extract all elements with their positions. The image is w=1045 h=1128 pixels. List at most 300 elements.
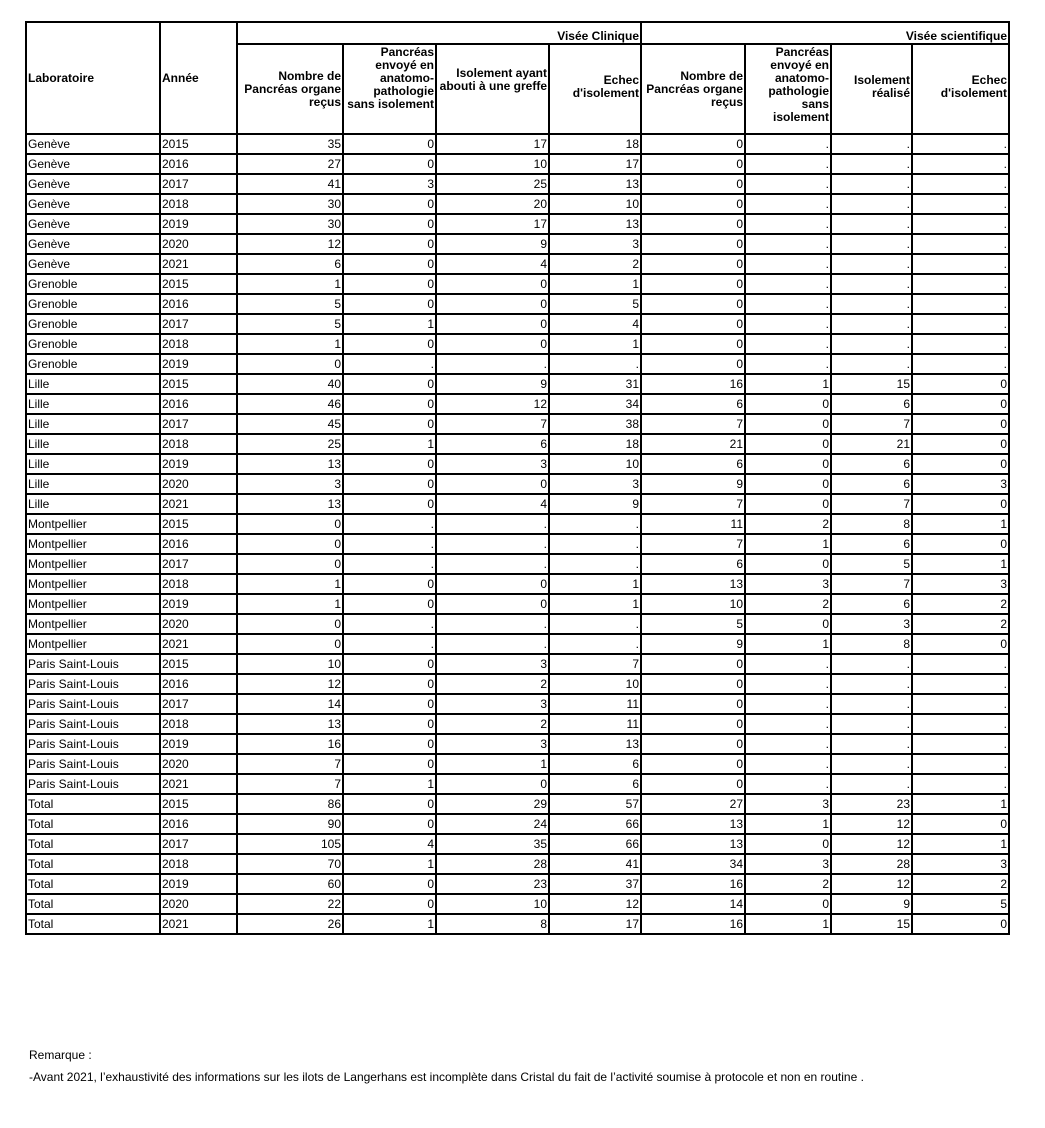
table-cell: 3 bbox=[912, 474, 1009, 494]
table-cell: 66 bbox=[549, 814, 641, 834]
table-cell: 2017 bbox=[160, 414, 237, 434]
table-cell: 2016 bbox=[160, 674, 237, 694]
table-cell: Grenoble bbox=[26, 294, 160, 314]
table-cell: . bbox=[343, 354, 436, 374]
table-cell: Paris Saint-Louis bbox=[26, 654, 160, 674]
table-cell: 7 bbox=[237, 774, 343, 794]
table-cell: Total bbox=[26, 914, 160, 934]
table-row bbox=[26, 774, 1009, 794]
table-cell: . bbox=[831, 294, 912, 314]
table-row bbox=[26, 374, 1009, 394]
table-cell: 2020 bbox=[160, 474, 237, 494]
table-cell: 2 bbox=[912, 874, 1009, 894]
table-cell: 0 bbox=[343, 154, 436, 174]
remark-title: Remarque : bbox=[29, 1048, 92, 1062]
table-cell: 13 bbox=[641, 574, 745, 594]
table-cell: 2 bbox=[745, 594, 831, 614]
data-table bbox=[25, 21, 1010, 935]
table-cell: 0 bbox=[641, 754, 745, 774]
table-cell: 0 bbox=[343, 674, 436, 694]
table-cell: 15 bbox=[831, 374, 912, 394]
table-cell: Grenoble bbox=[26, 354, 160, 374]
table-cell: . bbox=[436, 554, 549, 574]
table-cell: 21 bbox=[831, 434, 912, 454]
table-cell: 3 bbox=[549, 474, 641, 494]
table-cell: . bbox=[912, 334, 1009, 354]
table-cell: 2018 bbox=[160, 574, 237, 594]
table-cell: 0 bbox=[641, 674, 745, 694]
table-row bbox=[26, 194, 1009, 214]
table-cell: 1 bbox=[237, 334, 343, 354]
table-cell: 12 bbox=[831, 814, 912, 834]
table-cell: 2019 bbox=[160, 874, 237, 894]
table-cell: 10 bbox=[237, 654, 343, 674]
header-group-clinique: Visée Clinique bbox=[237, 22, 641, 44]
table-cell: . bbox=[912, 294, 1009, 314]
table-cell: 17 bbox=[436, 134, 549, 154]
table-cell: 2021 bbox=[160, 774, 237, 794]
table-cell: 1 bbox=[549, 334, 641, 354]
table-cell: 7 bbox=[831, 574, 912, 594]
table-cell: . bbox=[831, 754, 912, 774]
table-body bbox=[26, 134, 1009, 934]
table-cell: . bbox=[745, 294, 831, 314]
table-cell: 0 bbox=[237, 534, 343, 554]
table-cell: 0 bbox=[641, 254, 745, 274]
table-cell: 3 bbox=[745, 854, 831, 874]
header-annee: Année bbox=[160, 22, 237, 134]
table-cell: . bbox=[912, 174, 1009, 194]
table-cell: . bbox=[912, 154, 1009, 174]
table-cell: Total bbox=[26, 834, 160, 854]
table-cell: . bbox=[745, 754, 831, 774]
table-cell: . bbox=[831, 194, 912, 214]
table-cell: . bbox=[745, 254, 831, 274]
table-cell: 0 bbox=[436, 594, 549, 614]
table-cell: 17 bbox=[549, 154, 641, 174]
table-cell: 0 bbox=[641, 234, 745, 254]
table-cell: 1 bbox=[549, 274, 641, 294]
table-cell: 2018 bbox=[160, 334, 237, 354]
header-scientifique-anapath: Pancréas envoyé en anatomo-pathologie sans isolement bbox=[745, 44, 831, 134]
table-cell: 0 bbox=[745, 454, 831, 474]
table-cell: . bbox=[745, 714, 831, 734]
table-cell: 6 bbox=[831, 454, 912, 474]
table-cell: Montpellier bbox=[26, 514, 160, 534]
table-cell: 0 bbox=[343, 694, 436, 714]
table-cell: Paris Saint-Louis bbox=[26, 734, 160, 754]
table-cell: 0 bbox=[436, 574, 549, 594]
table-cell: 10 bbox=[549, 674, 641, 694]
table-cell: . bbox=[745, 274, 831, 294]
table-cell: 2015 bbox=[160, 514, 237, 534]
table-cell: Paris Saint-Louis bbox=[26, 694, 160, 714]
table-row bbox=[26, 154, 1009, 174]
table-cell: 10 bbox=[436, 894, 549, 914]
table-cell: 5 bbox=[641, 614, 745, 634]
table-cell: 0 bbox=[912, 434, 1009, 454]
table-cell: 12 bbox=[831, 834, 912, 854]
table-cell: 6 bbox=[641, 554, 745, 574]
table-cell: 0 bbox=[641, 154, 745, 174]
table-cell: . bbox=[436, 614, 549, 634]
header-scientifique-echec: Echec d'isolement bbox=[912, 44, 1009, 134]
table-cell: 0 bbox=[641, 654, 745, 674]
table-cell: 9 bbox=[436, 374, 549, 394]
table-cell: 0 bbox=[641, 334, 745, 354]
table-cell: 2 bbox=[745, 514, 831, 534]
table-row bbox=[26, 914, 1009, 934]
table-cell: 18 bbox=[549, 434, 641, 454]
table-row bbox=[26, 454, 1009, 474]
table-cell: 37 bbox=[549, 874, 641, 894]
table-row bbox=[26, 494, 1009, 514]
table-cell: 6 bbox=[237, 254, 343, 274]
table-cell: 0 bbox=[641, 694, 745, 714]
table-row bbox=[26, 634, 1009, 654]
table-cell: . bbox=[745, 174, 831, 194]
table-cell: . bbox=[343, 634, 436, 654]
table-cell: 3 bbox=[912, 574, 1009, 594]
table-cell: 9 bbox=[549, 494, 641, 514]
table-cell: 12 bbox=[549, 894, 641, 914]
table-cell: 2018 bbox=[160, 194, 237, 214]
table-cell: 7 bbox=[436, 414, 549, 434]
table-cell: 2 bbox=[549, 254, 641, 274]
table-cell: . bbox=[745, 694, 831, 714]
table-cell: 7 bbox=[549, 654, 641, 674]
table-cell: Montpellier bbox=[26, 534, 160, 554]
table-cell: 2016 bbox=[160, 154, 237, 174]
table-cell: 9 bbox=[831, 894, 912, 914]
table-cell: 0 bbox=[436, 294, 549, 314]
table-cell: 0 bbox=[343, 134, 436, 154]
table-cell: 2021 bbox=[160, 494, 237, 514]
table-cell: 60 bbox=[237, 874, 343, 894]
table-cell: 90 bbox=[237, 814, 343, 834]
table-cell: 6 bbox=[831, 534, 912, 554]
table-cell: . bbox=[912, 774, 1009, 794]
table-cell: 2019 bbox=[160, 734, 237, 754]
table-cell: 13 bbox=[237, 454, 343, 474]
table-cell: 2021 bbox=[160, 254, 237, 274]
table-cell: Lille bbox=[26, 394, 160, 414]
table-cell: . bbox=[343, 614, 436, 634]
table-cell: 86 bbox=[237, 794, 343, 814]
table-cell: 17 bbox=[549, 914, 641, 934]
table-cell: 0 bbox=[912, 454, 1009, 474]
table-cell: 0 bbox=[343, 654, 436, 674]
table-cell: 2015 bbox=[160, 134, 237, 154]
table-cell: . bbox=[912, 194, 1009, 214]
table-row bbox=[26, 874, 1009, 894]
table-cell: 0 bbox=[745, 834, 831, 854]
table-cell: 12 bbox=[237, 674, 343, 694]
table-cell: 2019 bbox=[160, 454, 237, 474]
table-cell: . bbox=[831, 274, 912, 294]
table-cell: 2019 bbox=[160, 214, 237, 234]
table-cell: 0 bbox=[436, 474, 549, 494]
table-cell: . bbox=[745, 774, 831, 794]
table-cell: 0 bbox=[641, 774, 745, 794]
table-cell: 20 bbox=[436, 194, 549, 214]
table-cell: 1 bbox=[912, 834, 1009, 854]
table-cell: 6 bbox=[549, 774, 641, 794]
table-cell: 6 bbox=[436, 434, 549, 454]
table-cell: 0 bbox=[237, 354, 343, 374]
table-row bbox=[26, 314, 1009, 334]
table-cell: 2015 bbox=[160, 654, 237, 674]
table-row bbox=[26, 834, 1009, 854]
table-cell: . bbox=[831, 214, 912, 234]
table-cell: . bbox=[745, 654, 831, 674]
table-cell: 0 bbox=[641, 354, 745, 374]
header-laboratoire: Laboratoire bbox=[26, 22, 160, 134]
table-cell: 0 bbox=[641, 134, 745, 154]
table-cell: 3 bbox=[745, 794, 831, 814]
table-cell: 0 bbox=[343, 254, 436, 274]
table-cell: 27 bbox=[237, 154, 343, 174]
table-cell: Montpellier bbox=[26, 614, 160, 634]
header-scientifique-isolement: Isolement réalisé bbox=[831, 44, 912, 134]
table-cell: 1 bbox=[745, 534, 831, 554]
table-cell: 0 bbox=[641, 294, 745, 314]
table-cell: Total bbox=[26, 794, 160, 814]
table-cell: . bbox=[549, 354, 641, 374]
table-cell: 14 bbox=[237, 694, 343, 714]
table-cell: 0 bbox=[912, 814, 1009, 834]
table-cell: 66 bbox=[549, 834, 641, 854]
table-cell: 46 bbox=[237, 394, 343, 414]
table-cell: 2020 bbox=[160, 614, 237, 634]
table-cell: 57 bbox=[549, 794, 641, 814]
table-row bbox=[26, 394, 1009, 414]
table-cell: 25 bbox=[436, 174, 549, 194]
table-cell: 1 bbox=[549, 594, 641, 614]
table-cell: 8 bbox=[436, 914, 549, 934]
table-cell: . bbox=[831, 734, 912, 754]
table-cell: 0 bbox=[912, 414, 1009, 434]
table-cell: . bbox=[549, 554, 641, 574]
table-cell: 0 bbox=[436, 314, 549, 334]
table-cell: 2021 bbox=[160, 914, 237, 934]
table-cell: 0 bbox=[912, 374, 1009, 394]
table-cell: Lille bbox=[26, 494, 160, 514]
table-cell: 1 bbox=[745, 634, 831, 654]
table-row bbox=[26, 894, 1009, 914]
table-cell: 2016 bbox=[160, 534, 237, 554]
table-cell: 10 bbox=[641, 594, 745, 614]
table-cell: 5 bbox=[237, 314, 343, 334]
table-cell: 3 bbox=[343, 174, 436, 194]
table-row bbox=[26, 794, 1009, 814]
table-cell: 8 bbox=[831, 634, 912, 654]
table-cell: 0 bbox=[912, 534, 1009, 554]
table-cell: . bbox=[912, 734, 1009, 754]
table-cell: . bbox=[912, 654, 1009, 674]
table-cell: Lille bbox=[26, 414, 160, 434]
table-row bbox=[26, 254, 1009, 274]
table-cell: 2017 bbox=[160, 174, 237, 194]
table-row bbox=[26, 514, 1009, 534]
table-cell: 3 bbox=[237, 474, 343, 494]
table-cell: . bbox=[831, 694, 912, 714]
table-cell: 2020 bbox=[160, 894, 237, 914]
table-cell: 5 bbox=[549, 294, 641, 314]
table-cell: 0 bbox=[343, 294, 436, 314]
table-cell: 2017 bbox=[160, 694, 237, 714]
table-cell: Total bbox=[26, 894, 160, 914]
table-cell: 0 bbox=[641, 174, 745, 194]
table-cell: 23 bbox=[436, 874, 549, 894]
table-cell: 41 bbox=[549, 854, 641, 874]
table-cell: Total bbox=[26, 874, 160, 894]
table-cell: 30 bbox=[237, 194, 343, 214]
table-cell: 38 bbox=[549, 414, 641, 434]
table-cell: 0 bbox=[343, 474, 436, 494]
table-cell: 2015 bbox=[160, 374, 237, 394]
table-cell: Paris Saint-Louis bbox=[26, 674, 160, 694]
table-cell: 11 bbox=[549, 714, 641, 734]
table-row bbox=[26, 214, 1009, 234]
header-scientifique-recus: Nombre de Pancréas organe reçus bbox=[641, 44, 745, 134]
table-cell: 0 bbox=[343, 714, 436, 734]
table-cell: 12 bbox=[237, 234, 343, 254]
table-cell: 6 bbox=[641, 394, 745, 414]
table-cell: . bbox=[745, 134, 831, 154]
table-cell: 0 bbox=[343, 454, 436, 474]
table-cell: . bbox=[831, 714, 912, 734]
table-cell: . bbox=[831, 774, 912, 794]
table-cell: Paris Saint-Louis bbox=[26, 774, 160, 794]
table-cell: 24 bbox=[436, 814, 549, 834]
table-cell: 40 bbox=[237, 374, 343, 394]
table-cell: 9 bbox=[641, 474, 745, 494]
table-cell: . bbox=[912, 694, 1009, 714]
table-cell: 2017 bbox=[160, 554, 237, 574]
table-cell: 0 bbox=[912, 494, 1009, 514]
table-cell: 0 bbox=[641, 274, 745, 294]
header-clinique-echec: Echec d'isolement bbox=[549, 44, 641, 134]
table-cell: 3 bbox=[912, 854, 1009, 874]
table-row bbox=[26, 754, 1009, 774]
table-cell: 1 bbox=[745, 914, 831, 934]
table-cell: 11 bbox=[549, 694, 641, 714]
table-cell: . bbox=[831, 334, 912, 354]
table-cell: 7 bbox=[641, 534, 745, 554]
table-cell: Lille bbox=[26, 434, 160, 454]
table-cell: 0 bbox=[237, 634, 343, 654]
table-cell: . bbox=[745, 734, 831, 754]
table-cell: 0 bbox=[641, 734, 745, 754]
table-row bbox=[26, 174, 1009, 194]
table-cell: . bbox=[912, 274, 1009, 294]
table-cell: . bbox=[436, 634, 549, 654]
table-row bbox=[26, 354, 1009, 374]
table-cell: 2 bbox=[912, 614, 1009, 634]
header-clinique-anapath: Pancréas envoyé en anatomo-pathologie sans isolement bbox=[343, 44, 436, 134]
table-cell: 1 bbox=[343, 774, 436, 794]
table-cell: 5 bbox=[912, 894, 1009, 914]
table-row bbox=[26, 614, 1009, 634]
table-cell: 0 bbox=[912, 914, 1009, 934]
table-cell: . bbox=[912, 754, 1009, 774]
table-cell: Montpellier bbox=[26, 634, 160, 654]
table-cell: 3 bbox=[436, 454, 549, 474]
table-cell: . bbox=[831, 234, 912, 254]
table-cell: . bbox=[436, 354, 549, 374]
table-cell: 18 bbox=[549, 134, 641, 154]
table-cell: 0 bbox=[343, 594, 436, 614]
table-cell: 7 bbox=[831, 494, 912, 514]
table-cell: 1 bbox=[237, 274, 343, 294]
table-cell: 28 bbox=[436, 854, 549, 874]
table-row bbox=[26, 734, 1009, 754]
table-cell: 1 bbox=[549, 574, 641, 594]
table-cell: . bbox=[831, 174, 912, 194]
table-cell: 30 bbox=[237, 214, 343, 234]
table-cell: 10 bbox=[549, 454, 641, 474]
table-cell: 0 bbox=[436, 274, 549, 294]
table-cell: Genève bbox=[26, 214, 160, 234]
remark-text: -Avant 2021, l’exhaustivité des informations sur les ilots de Langerhans est incomplète dans Cristal du fait de l’activité soumise à protocole et non en routine . bbox=[29, 1070, 864, 1084]
table-cell: 1 bbox=[237, 594, 343, 614]
table-cell: 6 bbox=[831, 474, 912, 494]
table-cell: 1 bbox=[912, 794, 1009, 814]
table-cell: . bbox=[912, 714, 1009, 734]
table-cell: 0 bbox=[745, 434, 831, 454]
table-cell: 3 bbox=[436, 734, 549, 754]
table-cell: 2019 bbox=[160, 594, 237, 614]
table-cell: . bbox=[831, 674, 912, 694]
table-cell: 25 bbox=[237, 434, 343, 454]
table-cell: . bbox=[912, 234, 1009, 254]
table-cell: 0 bbox=[343, 574, 436, 594]
table-cell: 1 bbox=[343, 434, 436, 454]
table-cell: 1 bbox=[745, 814, 831, 834]
table-cell: 9 bbox=[436, 234, 549, 254]
table-cell: 12 bbox=[436, 394, 549, 414]
table-cell: . bbox=[831, 254, 912, 274]
table-cell: 22 bbox=[237, 894, 343, 914]
table-cell: 3 bbox=[549, 234, 641, 254]
table-cell: 6 bbox=[549, 754, 641, 774]
table-cell: 45 bbox=[237, 414, 343, 434]
table-cell: 3 bbox=[745, 574, 831, 594]
table-row bbox=[26, 414, 1009, 434]
table-cell: 0 bbox=[343, 794, 436, 814]
table-cell: 0 bbox=[343, 374, 436, 394]
table-row bbox=[26, 694, 1009, 714]
table-cell: 16 bbox=[641, 914, 745, 934]
table-row bbox=[26, 574, 1009, 594]
table-row bbox=[26, 594, 1009, 614]
table-cell: Total bbox=[26, 814, 160, 834]
table-cell: Genève bbox=[26, 174, 160, 194]
table-cell: Grenoble bbox=[26, 274, 160, 294]
table-cell: Genève bbox=[26, 234, 160, 254]
table-cell: 6 bbox=[831, 394, 912, 414]
table-cell: 0 bbox=[343, 214, 436, 234]
table-cell: 0 bbox=[745, 894, 831, 914]
table-cell: 2020 bbox=[160, 754, 237, 774]
table-cell: . bbox=[831, 654, 912, 674]
table-cell: . bbox=[745, 334, 831, 354]
table-cell: 0 bbox=[745, 394, 831, 414]
table-cell: . bbox=[745, 354, 831, 374]
table-cell: 2 bbox=[436, 674, 549, 694]
table-cell: . bbox=[912, 314, 1009, 334]
